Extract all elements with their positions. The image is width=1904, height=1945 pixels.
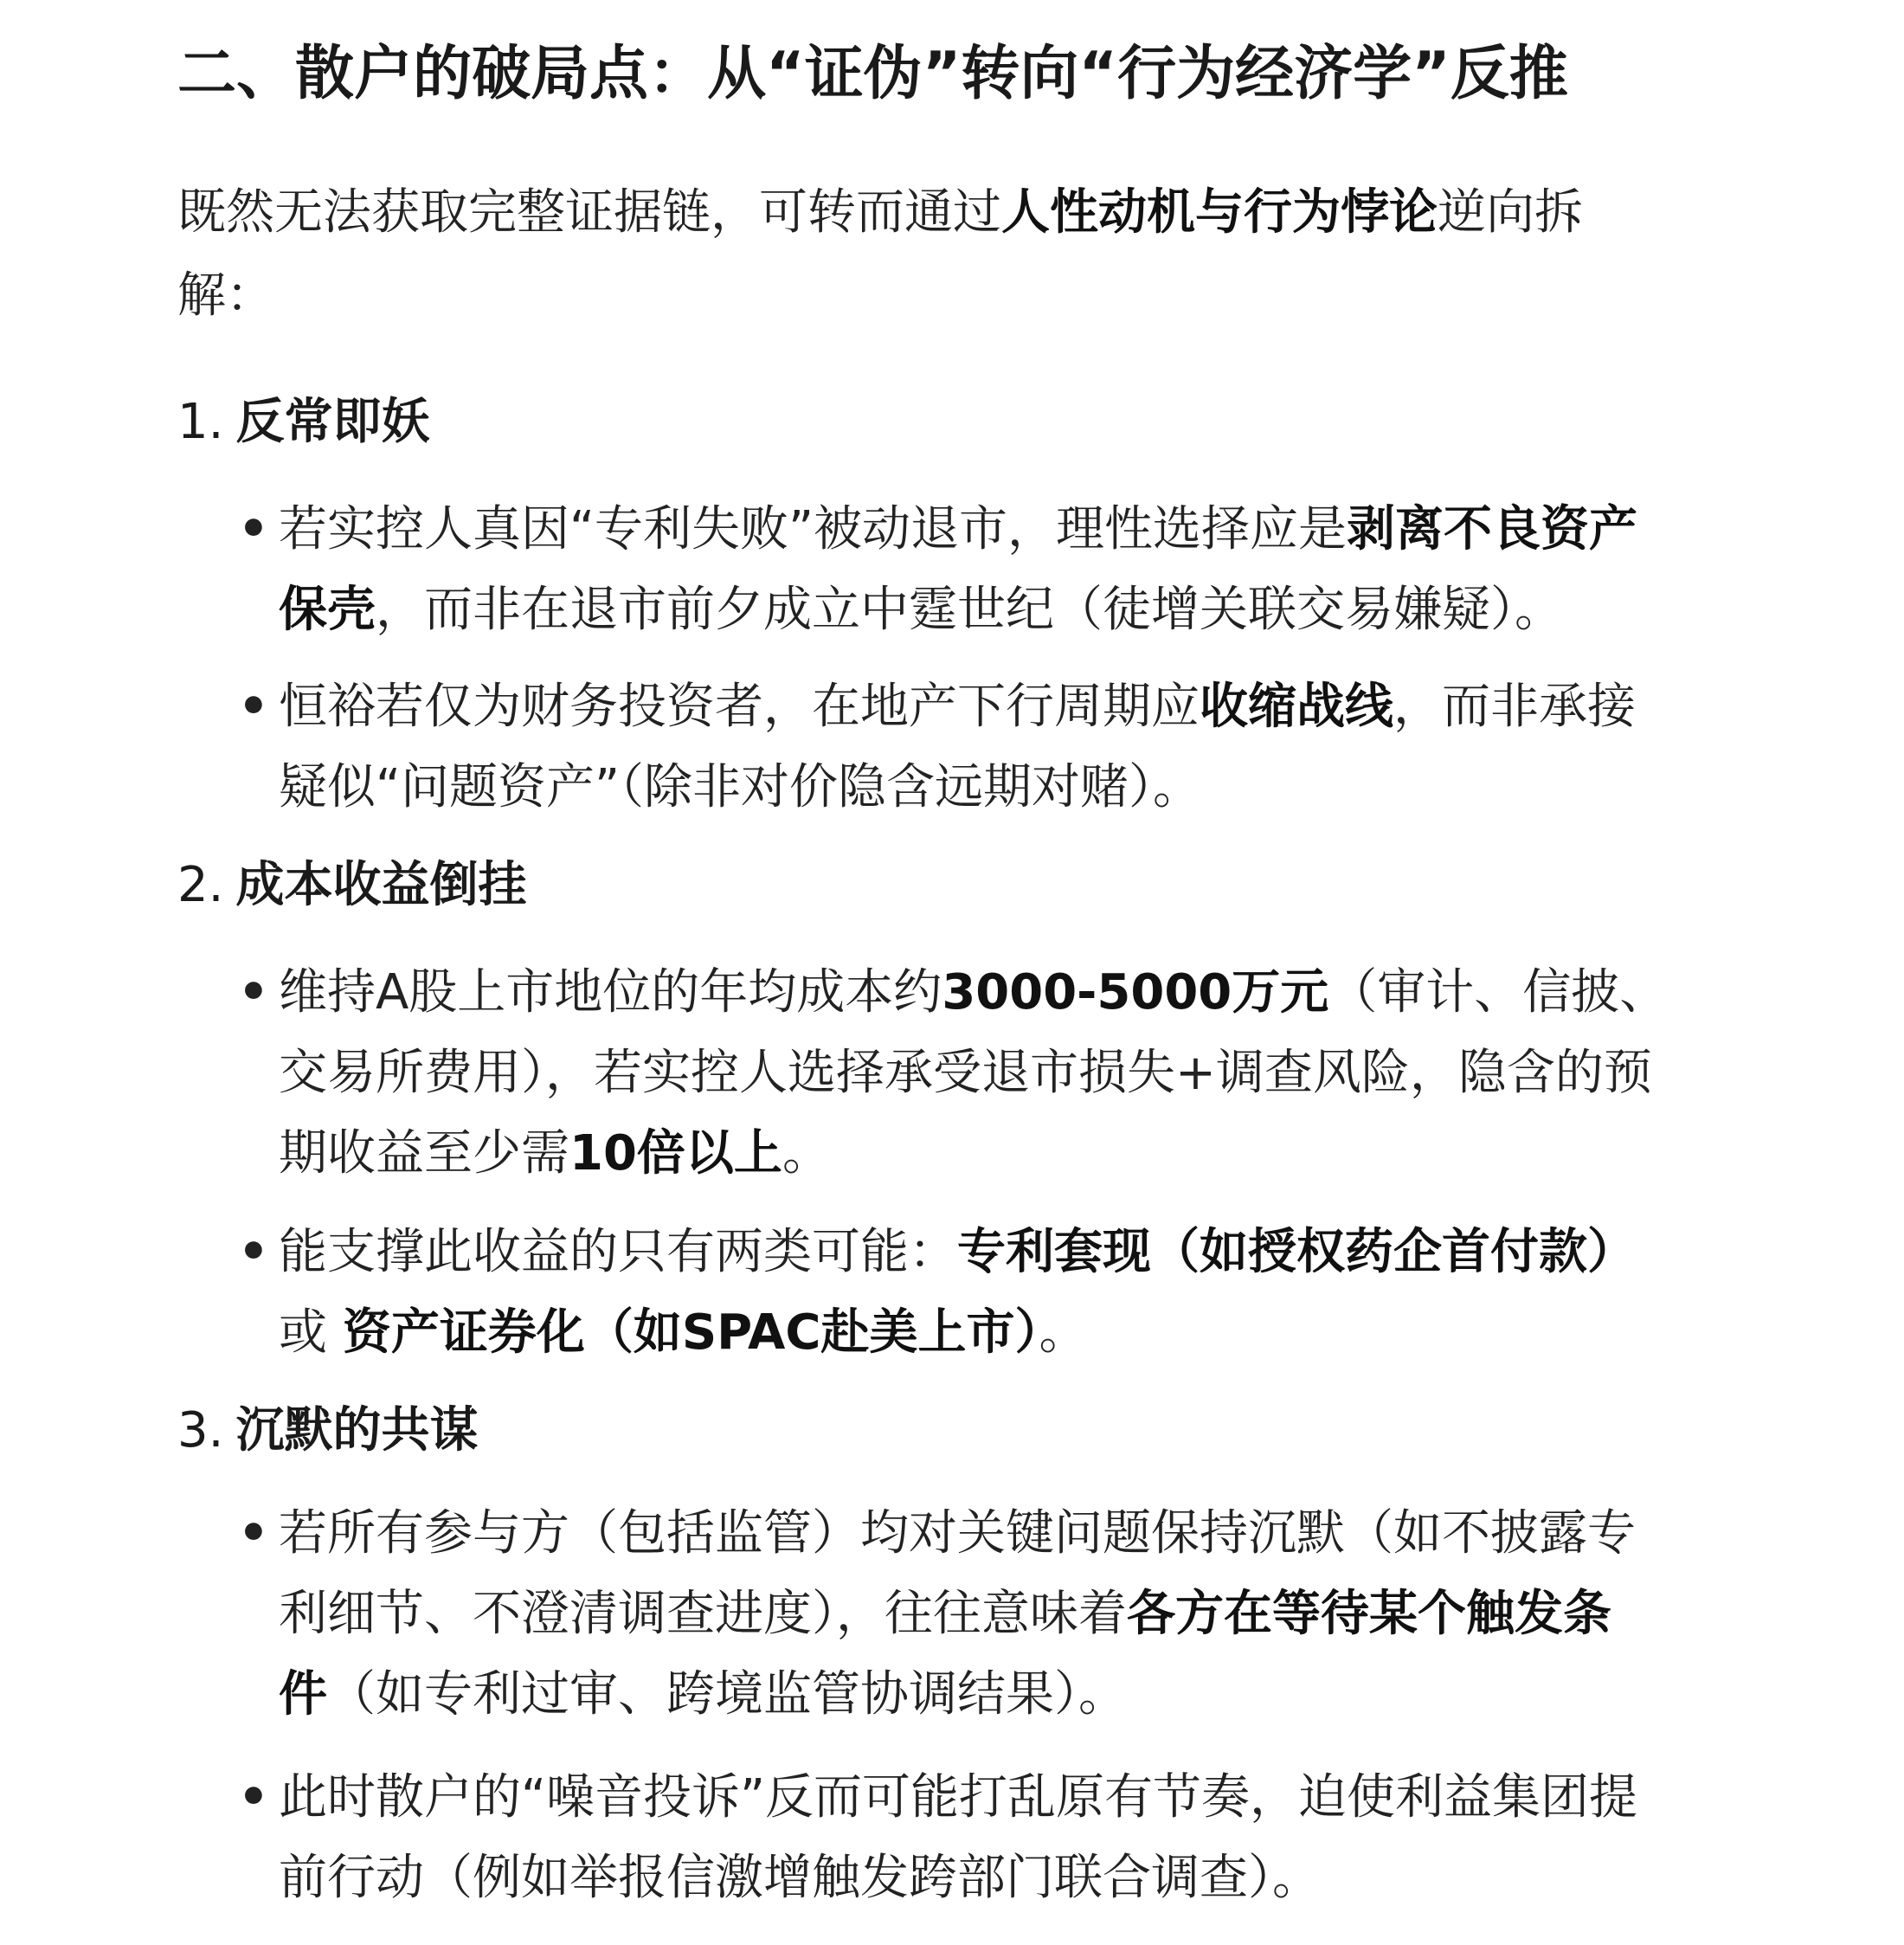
bullet-dot: • — [238, 1224, 269, 1280]
intro-paragraph — [177, 171, 1822, 338]
bullet-text-part: 期收益至少需 — [279, 1125, 569, 1182]
bullet-emphasis: 3000-5000万元 — [942, 964, 1329, 1021]
bullet-text-part: 此时散户的“噪音投诉”反而可能打乱原有节奏，迫使利益集团提 — [279, 1769, 1638, 1826]
bullet-text — [279, 489, 1845, 650]
section-3-title — [177, 1389, 478, 1472]
bullet-text — [279, 1212, 1845, 1373]
intro-text: 既然无法获取完整证据链，可转而通过 — [177, 184, 1001, 241]
section-number: 3. — [177, 1402, 224, 1459]
section-heading: 二、散户的破局点：从“证伪”转向“行为经济学”反推 — [177, 40, 1568, 108]
intro-emphasis: 人性动机与行为悖论 — [1001, 184, 1438, 241]
bullet-text — [279, 952, 1845, 1194]
section-number: 2. — [177, 857, 224, 913]
bullet-text-part: 疑似“问题资产”（除非对价隐含远期对赌）。 — [279, 759, 1202, 815]
bullet-text-part: 。 — [1039, 1304, 1088, 1361]
bullet-emphasis: 10倍以上 — [569, 1125, 782, 1182]
bullet-emphasis: 保壳 — [279, 582, 376, 638]
section-1-title — [177, 381, 429, 464]
bullet-emphasis: 剥离不良资产 — [1347, 501, 1638, 557]
bullet-item — [238, 667, 1865, 828]
bullet-text-part: （审计、信披、 — [1328, 964, 1669, 1021]
bullet-dot: • — [238, 1769, 269, 1826]
bullet-text-part: （如专利过审、跨境监管协调结果）。 — [327, 1666, 1127, 1723]
bullet-dot: • — [238, 1505, 269, 1562]
bullet-emphasis: 件 — [279, 1666, 327, 1723]
bullet-text — [279, 1493, 1845, 1735]
bullet-dot: • — [238, 501, 269, 557]
bullet-dot: • — [238, 964, 269, 1021]
bullet-text-part: ，而非承接 — [1393, 679, 1636, 735]
bullet-text-part: 恒裕若仅为财务投资者，在地产下行周期应 — [279, 679, 1200, 735]
section-number: 1. — [177, 394, 224, 450]
bullet-text-part: 维持A股上市地位的年均成本约 — [279, 964, 942, 1021]
bullet-text-part: 交易所费用），若实控人选择承受退市损失+调查风险，隐含的预 — [279, 1045, 1652, 1101]
bullet-text — [279, 1757, 1845, 1918]
bullet-text-part: 能支撑此收益的只有两类可能： — [279, 1224, 957, 1280]
bullet-item — [238, 1757, 1865, 1918]
bullet-emphasis: 专利套现（如授权药企首付款） — [957, 1224, 1636, 1280]
bullet-dot: • — [238, 679, 269, 735]
intro-text-end: 逆向拆 — [1438, 184, 1583, 241]
bullet-emphasis: 各方在等待某个触发条 — [1127, 1586, 1611, 1642]
bullet-text-part: 。 — [782, 1125, 831, 1182]
section-label: 反常即妖 — [235, 394, 430, 450]
bullet-text-part: 若所有参与方（包括监管）均对关键问题保持沉默（如不披露专 — [279, 1505, 1636, 1562]
bullet-emphasis: 收缩战线 — [1200, 679, 1393, 735]
section-label: 沉默的共谋 — [235, 1402, 479, 1459]
bullet-item — [238, 1493, 1865, 1735]
bullet-text-part: 利细节、不澄清调查进度），往往意味着 — [279, 1586, 1127, 1642]
bullet-item — [238, 952, 1865, 1194]
section-2-title — [177, 844, 526, 927]
intro-line-1 — [177, 171, 1822, 254]
bullet-text-part: 或 — [279, 1304, 343, 1361]
bullet-text-part: 若实控人真因“专利失败”被动退市，理性选择应是 — [279, 501, 1348, 557]
bullet-text-part: ，而非在退市前夕成立中霆世纪（徒增关联交易嫌疑）。 — [376, 582, 1563, 638]
bullet-emphasis: 资产证券化（如SPAC赴美上市） — [342, 1304, 1039, 1361]
intro-line-2: 解： — [177, 267, 274, 324]
bullet-item — [238, 489, 1865, 650]
bullet-text — [279, 667, 1845, 828]
section-label: 成本收益倒挂 — [235, 857, 527, 913]
bullet-item — [238, 1212, 1865, 1373]
bullet-text-part: 前行动（例如举报信激增触发跨部门联合调查）。 — [279, 1850, 1321, 1906]
